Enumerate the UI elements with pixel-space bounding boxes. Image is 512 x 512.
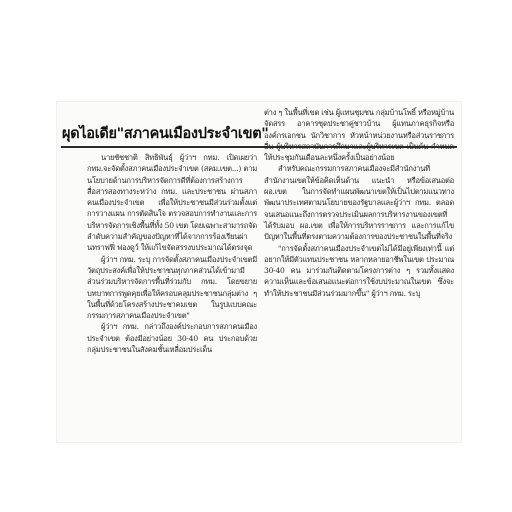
right-column bbox=[264, 107, 454, 299]
paragraph: ต่าง ๆ ในพื้นที่เขต เช่น ผู้แทนชุมชน กลุ่มบ้านโพธิ์ หรือหมู่บ้านจัดสรร อาคารชุดประชาคู่ชาวบ้าน ผู้แทนภาคธุรกิจหรือองค์กรเอกชน นักวิชาการ หัวหน้าหน่วยงานหรือส่วนราชการอื่น ผู้บริหารสถาบันการศึกษาและผู้บริหารเขต เป็นต้น กำหนดให้ประชุมกันเดือนละหนึ่งครั้งเป็นอย่างน้อย bbox=[264, 108, 454, 163]
paragraph: ผู้ว่าฯ กทม. กล่าวถึงองค์ประกอบการสภาคนเมืองประจำเขต ต้องมีอย่างน้อย 30-40 คน ประกอบด้วย กลุ่มประชาชนในสังคมชั้นเหลื่อมประเด็น bbox=[87, 322, 257, 355]
newspaper-clipping bbox=[57, 102, 461, 442]
paragraph: สำหรับคณะกรรมการสภาคนเมืองจะมีสำนักงานที่สำนักงานเขตให้ข้อคิดเห็นด้าน แนะนำ หรือข้อเสนอต่อ ผอ.เขต ในการจัดทำแผนพัฒนาเขตให้เป็นไปตามแนวทางพัฒนาประเทศตามนโยบายของรัฐบาลและผู้ว่าฯ กทม. ตลอดจนเสนอแนะถึงการตรวจประเมินผลการบริหารงานของเขตที่ได้รับมอบ ผอ.เขต เพื่อให้การบริหารราชการ และการแก้ไขปัญหาในพื้นที่ตรงตามความต้องการของประชาชนในพื้นที่จริง bbox=[264, 164, 454, 242]
paragraph: "การจัดตั้งสภาคนเมืองประจำเขตไม่ได้มีอยู่เพียงเท่านี้ แต่อยากให้มีตัวแทนประชาชน หลากหลายอาชีพในเขต ประมาณ 30-40 คน มาร่วมกันติดตามโครงการต่าง ๆ รวมทั้งแสดงความเห็นและข้อเสนอแนะต่อการใช้งบประมาณในเขต ซึ่งจะทำให้ประชาชนมีส่วนร่วมมากขึ้น" ผู้ว่าฯ กทม. ระบุ bbox=[264, 243, 454, 298]
headline: ผุดไอเดีย"สภาคนเมืองประจำเขต" bbox=[62, 126, 269, 142]
paragraph: นายชัชชาติ สิทธิพันธุ์ ผู้ว่าฯ กทม. เปิดเผยว่า กทม.จะจัดตั้งสภาคนเมืองประจำเขต (สคม.เขต...) ตามนโยบายด้านการบริหารจัดการดีที่ต้องการสร้างการสื่อสารสองทางระหว่าง กทม. และประชาชน ผ่านสภาคนเมืองประจำเขต เพื่อให้ประชาชนมีส่วนร่วมตั้งแต่การวางแผน การตัดสินใจ ตรวจสอบการทำงานและการบริหารจัดการเชิงพื้นที่ทั้ง 50 เขต โดยเฉพาะสามารถจัดลำดับความสำคัญของปัญหาที่ได้จากการร้องเรียนผ่านทราฟฟี่ ฟองดูว์ ให้แก้ไขจัดสรรงบประมาณได้ตรงจุด bbox=[87, 153, 257, 253]
left-column bbox=[87, 152, 257, 355]
paragraph: ผู้ว่าฯ กทม. ระบุ การจัดตั้งสภาคนเมืองประจำเขตมีวัตถุประสงค์เพื่อให้ประชาชนทุกภาคส่วนได้เข้ามามีส่วนร่วมบริหารจัดการพื้นที่ร่วมกับ กทม. โดยขยายบทบาทการพูดคุยเพื่อให้ครอบคลุมประชาชนกลุ่มต่าง ๆ ในพื้นที่ด้วยโครงสร้างประชาคมเขต ในรูปแบบคณะกรรมการสภาคนเมืองประจำเขต" bbox=[87, 254, 257, 321]
